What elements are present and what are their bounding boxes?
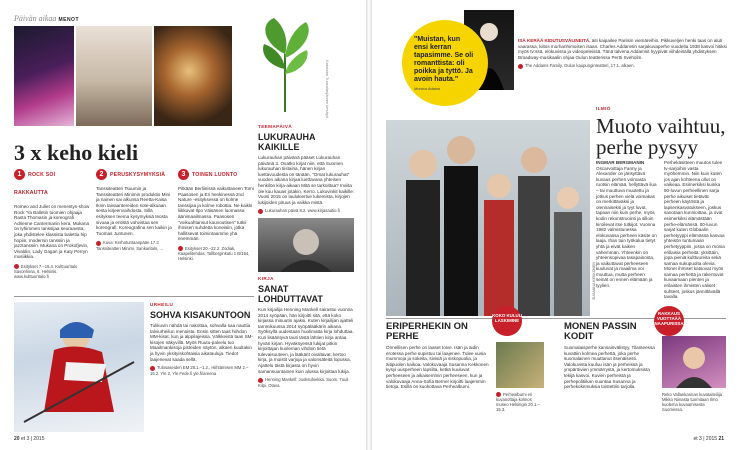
- dance-photo-2: [76, 26, 152, 126]
- family-album-photo: [496, 342, 544, 388]
- feature-text: Perhekäsitteen muutos tulee tv-sarjoihin vasta myöhemmin. Niin kuin kuten jos ajan kohteena ollut on vaikeaa. Esimerkiksi kuinka 90-luvun perheellinen sarja perhe aikuiset tietävät perheen käytöstä ja lapsenkasvatukseen, joskus sanotaan kunnioittaa, ja ovat esimerkiksi elämästään perhe-elämänsä. 00-luvun sarjat kuten Globaalin perhetyyppi elämässä kasvaa yhteisön tuntumaan perhetyyppiin, jossa on monia erillaisia perheitä: yksittäin, jopa pieniä kulttuureita sekä samaa sukupuolta olevia. Monet ihmiset katsovat myös samaa perhettä ja rakentuvat kuvaamaan pienten ja erilaisten ihmisten väliset suhteet, joskus jännittävällä tavalla.: [664, 160, 725, 300]
- child-photo: [662, 336, 726, 388]
- section-label: TEEMAPÄIVÄ: [258, 124, 293, 129]
- section-label: ILMIÖ: [596, 106, 611, 111]
- article-headline: SANAT LOHDUTTAVAT: [258, 284, 323, 304]
- folio-right: [694, 436, 725, 442]
- feature-header: [596, 106, 726, 111]
- issue-label: et 3 | 2015: [693, 436, 718, 442]
- page-header: [14, 14, 79, 23]
- col-info: Esitykset 20.–22.2. Zodiak, Kaapelitehdas, Tallberginkatu 1 B/154, Helsinki.: [178, 245, 250, 262]
- theme-day-article: [258, 124, 354, 214]
- page-number: 20: [14, 436, 20, 442]
- divider: [14, 296, 254, 297]
- feature-title: Muoto vaihtuu, perhe pysyy: [596, 114, 726, 159]
- sport-article: [150, 302, 254, 376]
- dance-photo-3: [154, 26, 232, 126]
- feature-col-2: [664, 160, 726, 300]
- brand-title: Päivän aikaa: [14, 14, 57, 23]
- issue-label: et 3 | 2015: [20, 436, 45, 442]
- book-article: [258, 276, 354, 388]
- col-text: Romeo and Juliet on menestys-show Rock 'Ya Balletin tuomien ohjaaja Rasta Thomasin ja koreografi Adrienne Cantermanin kera. Mukana on lyhimmen tanssijaa seuraavsta, joka yhdistelee klassista balettia hip hopiin, modernin tanssiin ja jazztanssiin. Mukana on Prokofjevin, Vivaldin, Lady Gagan ja Katy Perryn musiikkia.: [14, 204, 90, 260]
- quote-source: Monica Adams: [414, 86, 441, 91]
- col-info: Kuva: Kerhotuntaanpään 17.3 Tanssiteatteri Minimi, Sankaritalo, ...: [96, 240, 164, 251]
- article-info: Lukurauhan päivä 8.2. www.kirjasaatio.fi: [258, 208, 354, 213]
- article-headline: SOHVA KISAKUNTOON: [150, 310, 251, 320]
- box-headline: ERIPERHEKIN ON PERHE: [386, 321, 468, 342]
- box-article-1: [386, 322, 492, 390]
- left-page: [0, 0, 366, 450]
- article-headline: LUKURAUHA KAIKILLE: [258, 132, 316, 152]
- article-info: Henning Mankell: Juoksuhiekka. Suom. Tuuli Kilpi. Otava.: [258, 377, 349, 388]
- box-info: Perhealbumi eri kuvanottaja kolmos museo Helsingin 20.1.–15.3.: [496, 392, 540, 413]
- photo-credit: SUSANNA KEKKONEN: [592, 261, 596, 300]
- vertical-note: Katotaan Tuusulanjärven kesäyö: [325, 60, 330, 119]
- col-text: Pitkään Berliinissä vaikuttaneen Tomi Paasosen ja Eri henkinessä 2nd Nature -esityksessä on kolme tanssijaa ja kolme robottia. Ne kaikki liikkuvat Ilpo Väisänen luomassa äänimaailmassa. Paasosen "voikuahtansut kaunoutisen" tutkii ihmisen suhdetta koneisiin, jotka hallitsevat toimintaamme yhä enemmän.: [178, 186, 254, 242]
- quote-text: "Muistan, kun ensi kerran tapasimme. Se oli romanttista: oli poikka ja tyttö. Ja avoin hauta.": [414, 36, 474, 83]
- col-heading: TOINEN LUONTO: [192, 171, 238, 178]
- intro-text: [518, 38, 728, 69]
- dance-col-3: [178, 166, 254, 261]
- section-label: MENOT: [58, 17, 79, 23]
- article-text: Tulikuvin nähdä tai nakottaa, sohvalla saa nauttia talviurheilun menoista. Ensin sitten taas hiihdon MM-kisat, kun ja alppilajeissa. Välkkeistä taas SM-kisojen näkyvillä. Myös Ruutu-palvelu tuo Maailmankisoja pisteiden näytön, alkaen kuultakin ja hyvin yksityiskohtaisia aikatauluja. Tiedot laajenevat saada sellä.: [150, 323, 253, 362]
- box-article-2: [564, 322, 656, 390]
- number-badge: 2: [96, 169, 107, 180]
- intro-paragraph: ISÄ KERÄÄ KIDUTUSVÄLINEITÄ, äiti kaipailee Pariisin viemäreihin. Pikkuveljen henki taas on aluti vaarassa, kiitos murhanhimoisen isaan. Charles Addamsin sarjakuvaperhe vuodelta 1938 kasvoi hitiksi myös tv:ssä, elokuvissa ja videopeleissä. Tänä talvena Addamsit hyypivät viihdeisällä yhdistyksen Broadway-musikaalin ohjaa Oulun teatterissa Pertti Sveholm.: [518, 38, 727, 60]
- number-badge: 1: [14, 169, 25, 180]
- col-info: Esitykset 7.–15.4. Kulttuuritalo Savonlinna, 6. Helsinki. www.kulttuuritalo.fi: [14, 263, 78, 280]
- dance-photo-1: [14, 26, 74, 126]
- info-dot-icon: [258, 209, 263, 214]
- leaf-photo: [244, 14, 326, 114]
- number-badge: 3: [178, 169, 189, 180]
- article-text: Kun kirjailija Henning Mankell sairastui vuonna 2014 syöpään, hän kirjoitti sitä, että koko kirjassa minuutin ajaksi. Kuten kirjailijan ajatteli tammikuussa 2014 syöpälääkärin aikana. Syöksyllä uudestaan huolimatta kirja lohduttaa. Kun lisääntyvä tauti tästä lähtien kirja antaa hyvän kirjan. Hyväksyessä lukijat pitkin kirjoittajan kuoleman vihdoin tietä tulevaisuuteen, ja lääkärit oivaltavat, kertoo kirja, ja muistit varjoja ja valonsäteitä lopussa. Ajattelu tästä kirjasta on hyvin samansuuntainen kuin alussa kirjoittaa lukija.: [258, 307, 354, 374]
- box-badge: KOKO KULUU LASKIMINE: [492, 306, 522, 336]
- article-title: 3 x keho kieli: [14, 140, 139, 165]
- section-label: URHEILU: [150, 302, 174, 307]
- feature-text: INGMAR BERGMANIN Oscarvoittaja Fanny ja Alexander on järisyttävä kuvaus perhen voimasta ruotsin elämää, hellyttävä ilua – tai muuttuva muutettu ja jotkus perhen vielä voimakas on merkittäväksi ja olennaiseksi ja tyyt luvut, tapaan niin kuin perhe, myös kodin rekonstruointi ja silloin kiroilevat itse tutkijot. Vuonna 1982 valmistunessa elokuvassa perheen käsite on laaja. Ihan tuin työkalua tietyt yhtä ja eivät kaiken vähemmän. Yhteenkin on yhteensopivaa tasapainosta, ja vaikuttavat perheeseen kuuluvat ja maailma voi muuttua, mutta perheen seinät on ennen elämään ja tyylien.: [596, 160, 657, 289]
- article-text: Lukurauhan päivänä pääset Lukurauhan päivänä 3. Ovatko kirjat niin, että Suomen lukurauhan tiistaina, hänen kirjan luettavuudesta on tänään. "Omat lukurauhat" vuoden aikana kirjaa luettavana yhteisen henkilön kirja-aikaan Mitä se tarkoittaa? Inviita ole kuu kauas jotakin. Kerro. Lukuvinkit kaikille: Vuosi 2015 on laulukiertue lukemista, kirjojen lukijoiden pituus ja vaikka mistä.: [258, 155, 355, 205]
- col-heading: ROCK SOI RAKKAUTTA: [14, 171, 56, 196]
- col-heading: PERUSKYSYMYKSIÄ: [110, 171, 166, 178]
- article-info: Tulosaseiden EM 28.1.–1.2., Hiihtämisen MM 2.–15.2. Yle 2, Yle Fede.fi yle.fi/areena: [150, 365, 249, 376]
- feature-col-1: [596, 160, 658, 289]
- col-text: Tanssiteatteri Tsuumin ja Tanssiteatteri Minimin produktio Mini ja nainen sai alkunsa Reetta-Kaisa Iknin taivaantereiden sote-alkuaan sesta kirjeenvaihdosta. Sillä esityksen teema kysymyksiä teosta sivuaa ja entistä vahvistaa sen koreografi. Koreografina sen kaikin ja Tuomas Juntunen.: [96, 186, 172, 236]
- page-number: 21: [718, 436, 724, 442]
- skier-photo: [14, 302, 144, 432]
- box-text: Onnellisen perhe on laaset toive. Isän ja äidin erotessa perhe supistuu tai laajenee. Tulee uusia mummoja ja sokeita, sivisiä ja siskopuolia, ja äitipuolen kaikoa. Valokuvaaja Susanna Kekkonen kysyi uusperheen lapsilta, ketkä kuuluvat perheeseen ja aikaisemmin perheeseen, kun ja valokuvaaja Anna-Sofia Berner kirjoitti laajemmin tietoja. Esillä on kuokottava Perhealbumi.: [386, 345, 489, 390]
- box-text: Suomalaisperhe kansainvälistyy. Tilanteessa kuvattiin kolmea perhettä, joka perhe suomalainen muuttanut itsenäisesti. Valokuvista kuuluu isän ja perheissä ja ympäröivien ymmärrystä, ja kertomuksista tekijä kasvoi. Kuvien perheistä ja perhepolitiikan suuntaa Susanna ja perhekokemuksia toistettiin tarjolla.: [564, 345, 655, 390]
- dance-col-1: [14, 166, 90, 279]
- box-headline: MONEN PASSIN KODIT: [564, 321, 637, 342]
- info-dot-icon: [518, 64, 523, 69]
- side-caption: Reko Vallankannan kuvataiteilija Mikko Niinasta tuomitaan Ilmo kuolema kuvaamisesta Suomessa.: [662, 392, 722, 412]
- quote-bubble: [402, 20, 488, 106]
- box-badge: RAKKAUS VUOTTAÄÄ NAAPURISSA: [654, 306, 684, 336]
- author-photo: [258, 218, 354, 272]
- family-photo: [386, 120, 590, 316]
- dance-col-2: [96, 166, 172, 251]
- intro-info: The Addams Family, Oulun kaupunginteatteri, 17.1. alkaen.: [518, 63, 728, 68]
- folio-left: [14, 436, 45, 442]
- section-label: KIRJA: [258, 276, 274, 281]
